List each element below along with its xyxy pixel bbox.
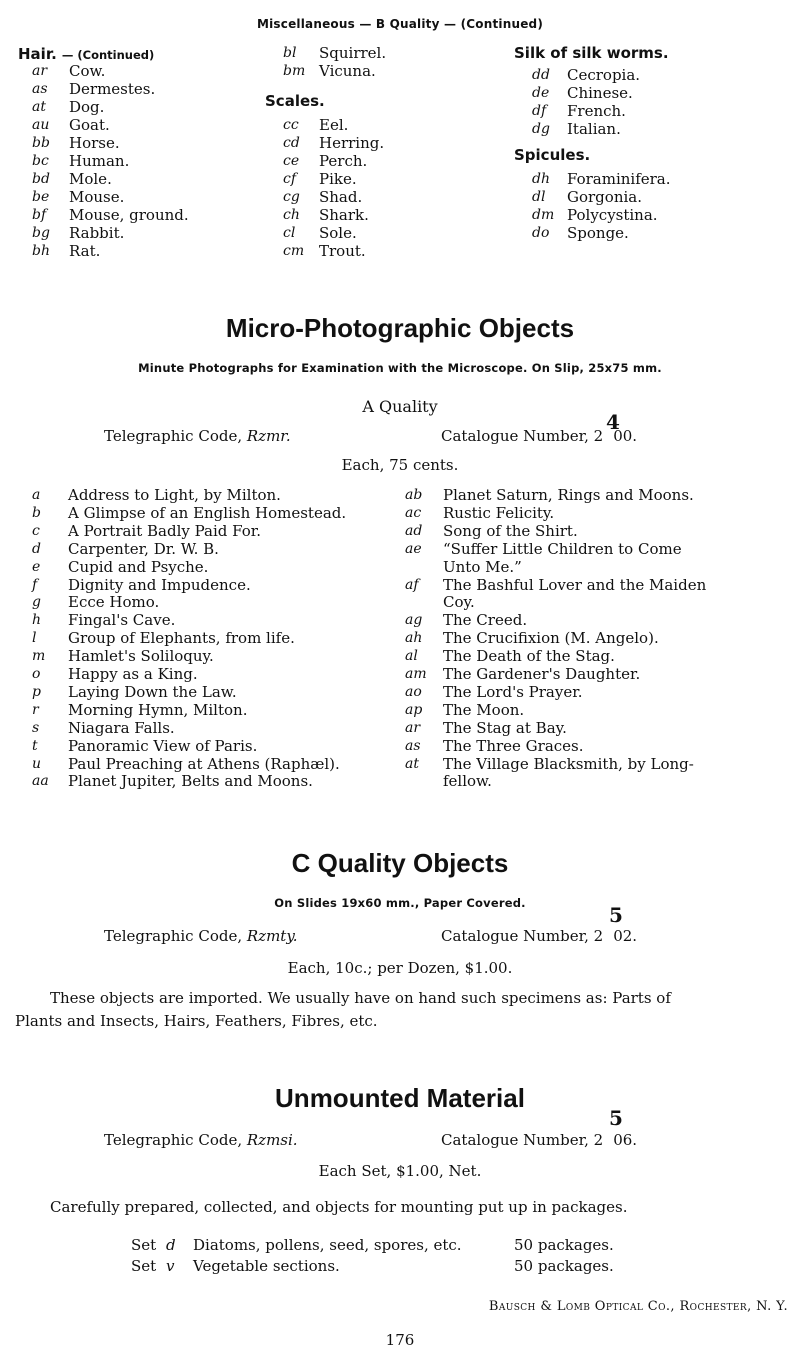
item-code: be	[32, 189, 50, 205]
micro-catalogue-handwritten-mark: 4	[606, 410, 620, 434]
item-name: Hamlet's Soliloquy.	[68, 647, 214, 666]
item-code: t	[32, 737, 38, 754]
item-name: “Suffer Little Children to Come	[443, 539, 682, 558]
item-name: Unto Me.”	[443, 557, 522, 576]
item-code: bm	[283, 63, 306, 79]
item-name: Song of the Shirt.	[443, 521, 578, 540]
unmounted-telegraphic-label: Telegraphic Code,	[104, 1131, 243, 1149]
item-name: Vicuna.	[319, 62, 376, 80]
item-code: bb	[32, 135, 50, 151]
item-code: cd	[283, 135, 300, 151]
unmounted-telegraphic-code: Rzmsi.	[246, 1131, 298, 1149]
item-name: Laying Down the Law.	[68, 682, 237, 701]
cquality-telegraphic-code: Rzmty.	[246, 927, 298, 945]
item-code: m	[32, 648, 46, 665]
scales-heading: Scales.	[265, 92, 325, 110]
publisher-footer: Bausch & Lomb Optical Co., Rochester, N. Y.	[488, 1299, 788, 1314]
item-code: ap	[405, 701, 423, 718]
item-code: au	[32, 117, 50, 133]
item-code: ab	[405, 487, 423, 503]
item-name: Fingal's Cave.	[68, 611, 176, 630]
item-name: Shark.	[319, 206, 369, 224]
micro-quality: A Quality	[362, 397, 438, 416]
item-name: Polycystina.	[567, 206, 658, 224]
item-code: u	[32, 755, 42, 772]
set-quantity: 50 packages.	[514, 1236, 614, 1254]
item-name: Sole.	[319, 224, 357, 242]
item-name: Cecropia.	[567, 66, 641, 84]
item-name: Happy as a King.	[68, 665, 198, 683]
cquality-catalogue	[441, 927, 637, 945]
item-name: Human.	[69, 152, 130, 170]
item-name: The Bashful Lover and the Maiden	[443, 575, 707, 594]
unmounted-catalogue-label: Catalogue Number, 2	[441, 1131, 604, 1149]
item-code: h	[32, 612, 42, 629]
item-code: ag	[405, 612, 423, 629]
unmounted-catalogue-rest: 06.	[613, 1131, 638, 1149]
item-code: f	[32, 576, 38, 593]
item-code: cm	[283, 243, 305, 259]
item-name: Gorgonia.	[567, 188, 642, 206]
item-name: The Three Graces.	[443, 736, 584, 755]
item-code: p	[32, 683, 41, 700]
unmounted-catalogue	[441, 1131, 637, 1149]
cquality-subtitle: On Slides 19x60 mm., Paper Covered.	[274, 896, 526, 910]
item-name: Group of Elephants, from life.	[68, 629, 295, 648]
item-code: aa	[32, 773, 49, 790]
unmounted-catalogue-handwritten-mark: 5	[609, 1106, 623, 1130]
cquality-paragraph-line-2: Plants and Insects, Hairs, Feathers, Fibres, etc.	[15, 1012, 378, 1030]
item-name: Niagara Falls.	[68, 718, 175, 737]
item-code: e	[32, 558, 41, 575]
hair-continued: — (Continued)	[61, 48, 155, 62]
item-code: dl	[532, 189, 546, 205]
item-name: The Village Blacksmith, by Long-	[443, 754, 694, 773]
item-code: r	[32, 701, 39, 718]
item-name: Chinese.	[567, 84, 633, 102]
item-name: Italian.	[567, 120, 621, 138]
item-name: The Creed.	[443, 611, 528, 630]
item-code: do	[532, 225, 550, 241]
item-code: as	[32, 81, 48, 97]
item-code: l	[32, 630, 37, 647]
item-name: A Glimpse of an English Homestead.	[68, 503, 347, 522]
item-name: Dignity and Impudence.	[68, 575, 251, 594]
item-name: Goat.	[69, 116, 110, 134]
cquality-price: Each, 10c.; per Dozen, $1.00.	[287, 959, 513, 977]
item-code: cc	[283, 117, 299, 133]
item-code: ad	[405, 522, 423, 539]
micro-telegraphic-label: Telegraphic Code,	[104, 427, 243, 445]
item-name: Planet Jupiter, Belts and Moons.	[68, 772, 313, 791]
item-code: bh	[32, 243, 50, 259]
item-code: bc	[32, 153, 49, 169]
item-name: Mole.	[69, 170, 112, 188]
set-code: d	[166, 1236, 176, 1254]
item-code: a	[32, 487, 41, 503]
micro-catalogue-label: Catalogue Number, 2	[441, 427, 604, 445]
item-code: dg	[532, 121, 550, 137]
item-name: Morning Hymn, Milton.	[68, 700, 248, 719]
item-code: bl	[283, 45, 297, 61]
item-name: Herring.	[319, 134, 385, 152]
item-code: g	[32, 594, 41, 611]
item-name: The Lord's Prayer.	[443, 682, 583, 701]
item-name: Shad.	[319, 188, 363, 206]
set-description: Vegetable sections.	[193, 1257, 340, 1275]
item-name: Carpenter, Dr. W. B.	[68, 539, 219, 558]
cquality-catalogue-label: Catalogue Number, 2	[441, 927, 604, 945]
item-name: Squirrel.	[319, 44, 387, 62]
item-code: b	[32, 504, 41, 521]
item-code: ao	[405, 683, 422, 700]
item-code: al	[405, 648, 418, 665]
unmounted-title: Unmounted Material	[275, 1083, 525, 1113]
item-name: The Gardener's Daughter.	[443, 665, 641, 683]
item-code: cf	[283, 171, 297, 187]
item-name: Mouse.	[69, 188, 125, 206]
item-code: at	[32, 99, 46, 115]
item-name: Address to Light, by Milton.	[68, 486, 281, 504]
item-name: Cow.	[69, 62, 106, 80]
item-code: ch	[283, 207, 300, 223]
item-code: ce	[283, 153, 300, 169]
item-name: A Portrait Badly Paid For.	[68, 521, 262, 540]
item-name: Perch.	[319, 152, 368, 170]
cquality-paragraph-line-1: These objects are imported. We usually have on hand such specimens as: Parts of	[50, 989, 671, 1007]
micro-telegraphic	[104, 427, 291, 445]
item-name: Eel.	[319, 116, 349, 134]
item-code: as	[405, 737, 421, 754]
item-code: s	[32, 719, 40, 736]
set-description: Diatoms, pollens, seed, spores, etc.	[193, 1236, 462, 1254]
item-name: French.	[567, 102, 626, 120]
item-code: dm	[532, 207, 555, 223]
item-name: Planet Saturn, Rings and Moons.	[443, 486, 694, 504]
hair-label: Hair.	[18, 45, 57, 63]
item-code: o	[32, 666, 41, 682]
item-code: c	[32, 522, 40, 539]
item-code: de	[532, 85, 550, 101]
micro-title: Micro-Photographic Objects	[225, 313, 575, 343]
running-header: Miscellaneous — B Quality — (Continued)	[256, 17, 544, 31]
item-code: dh	[532, 171, 550, 187]
unmounted-price: Each Set, $1.00, Net.	[318, 1162, 482, 1180]
item-name: The Moon.	[443, 700, 525, 719]
item-name: Sponge.	[567, 224, 629, 242]
item-name: Paul Preaching at Athens (Raphæl).	[68, 754, 340, 773]
item-name: fellow.	[443, 772, 492, 791]
spicules-heading: Spicules.	[514, 146, 591, 164]
item-code: ar	[405, 719, 421, 736]
set-prefix: Set	[131, 1236, 157, 1254]
micro-catalogue-rest: 00.	[613, 427, 638, 445]
set-prefix: Set	[131, 1257, 157, 1275]
item-name: Trout.	[319, 242, 366, 260]
cquality-catalogue-handwritten-mark: 5	[609, 903, 623, 927]
item-name: Rustic Felicity.	[443, 503, 555, 522]
item-code: bg	[32, 225, 50, 241]
page-number: 176	[385, 1331, 415, 1349]
item-name: Panoramic View of Paris.	[68, 736, 258, 755]
item-code: ae	[405, 540, 422, 557]
item-code: bd	[32, 171, 50, 187]
set-quantity: 50 packages.	[514, 1257, 614, 1275]
item-name: Rat.	[69, 242, 101, 260]
micro-telegraphic-code: Rzmr.	[246, 427, 291, 445]
set-code: v	[166, 1257, 175, 1275]
item-name: The Death of the Stag.	[443, 647, 615, 666]
item-name: Horse.	[69, 134, 120, 152]
item-code: dd	[532, 67, 550, 83]
item-code: ah	[405, 630, 423, 647]
unmounted-description: Carefully prepared, collected, and objects for mounting put up in packages.	[50, 1198, 628, 1216]
silk-heading: Silk of silk worms.	[514, 44, 669, 62]
item-name: Rabbit.	[69, 224, 125, 242]
item-code: bf	[32, 207, 47, 223]
item-code: ac	[405, 504, 422, 521]
item-name: The Crucifixion (M. Angelo).	[443, 629, 659, 648]
item-name: Foraminifera.	[567, 170, 671, 188]
item-code: d	[32, 540, 41, 557]
cquality-title: C Quality Objects	[291, 848, 509, 878]
item-code: cl	[283, 225, 296, 241]
item-code: at	[405, 755, 419, 772]
micro-subtitle: Minute Photographs for Examination with the Microscope. On Slip, 25x75 mm.	[138, 361, 662, 375]
cquality-catalogue-rest: 02.	[613, 927, 638, 945]
micro-price: Each, 75 cents.	[341, 456, 459, 474]
item-code: cg	[283, 189, 300, 205]
item-code: ar	[32, 63, 48, 79]
cquality-telegraphic	[104, 927, 298, 945]
item-code: af	[405, 576, 419, 593]
cquality-telegraphic-label: Telegraphic Code,	[104, 927, 243, 945]
item-code: df	[532, 103, 547, 119]
item-code: am	[405, 666, 427, 682]
item-name: Dermestes.	[69, 80, 156, 98]
unmounted-telegraphic	[104, 1131, 298, 1149]
item-name: Coy.	[443, 593, 475, 612]
item-name: Pike.	[319, 170, 357, 188]
item-name: Cupid and Psyche.	[68, 557, 209, 576]
hair-heading	[18, 44, 154, 63]
item-name: Dog.	[69, 98, 105, 116]
item-name: Mouse, ground.	[69, 206, 189, 224]
item-name: The Stag at Bay.	[443, 718, 567, 737]
item-name: Ecce Homo.	[68, 593, 160, 612]
